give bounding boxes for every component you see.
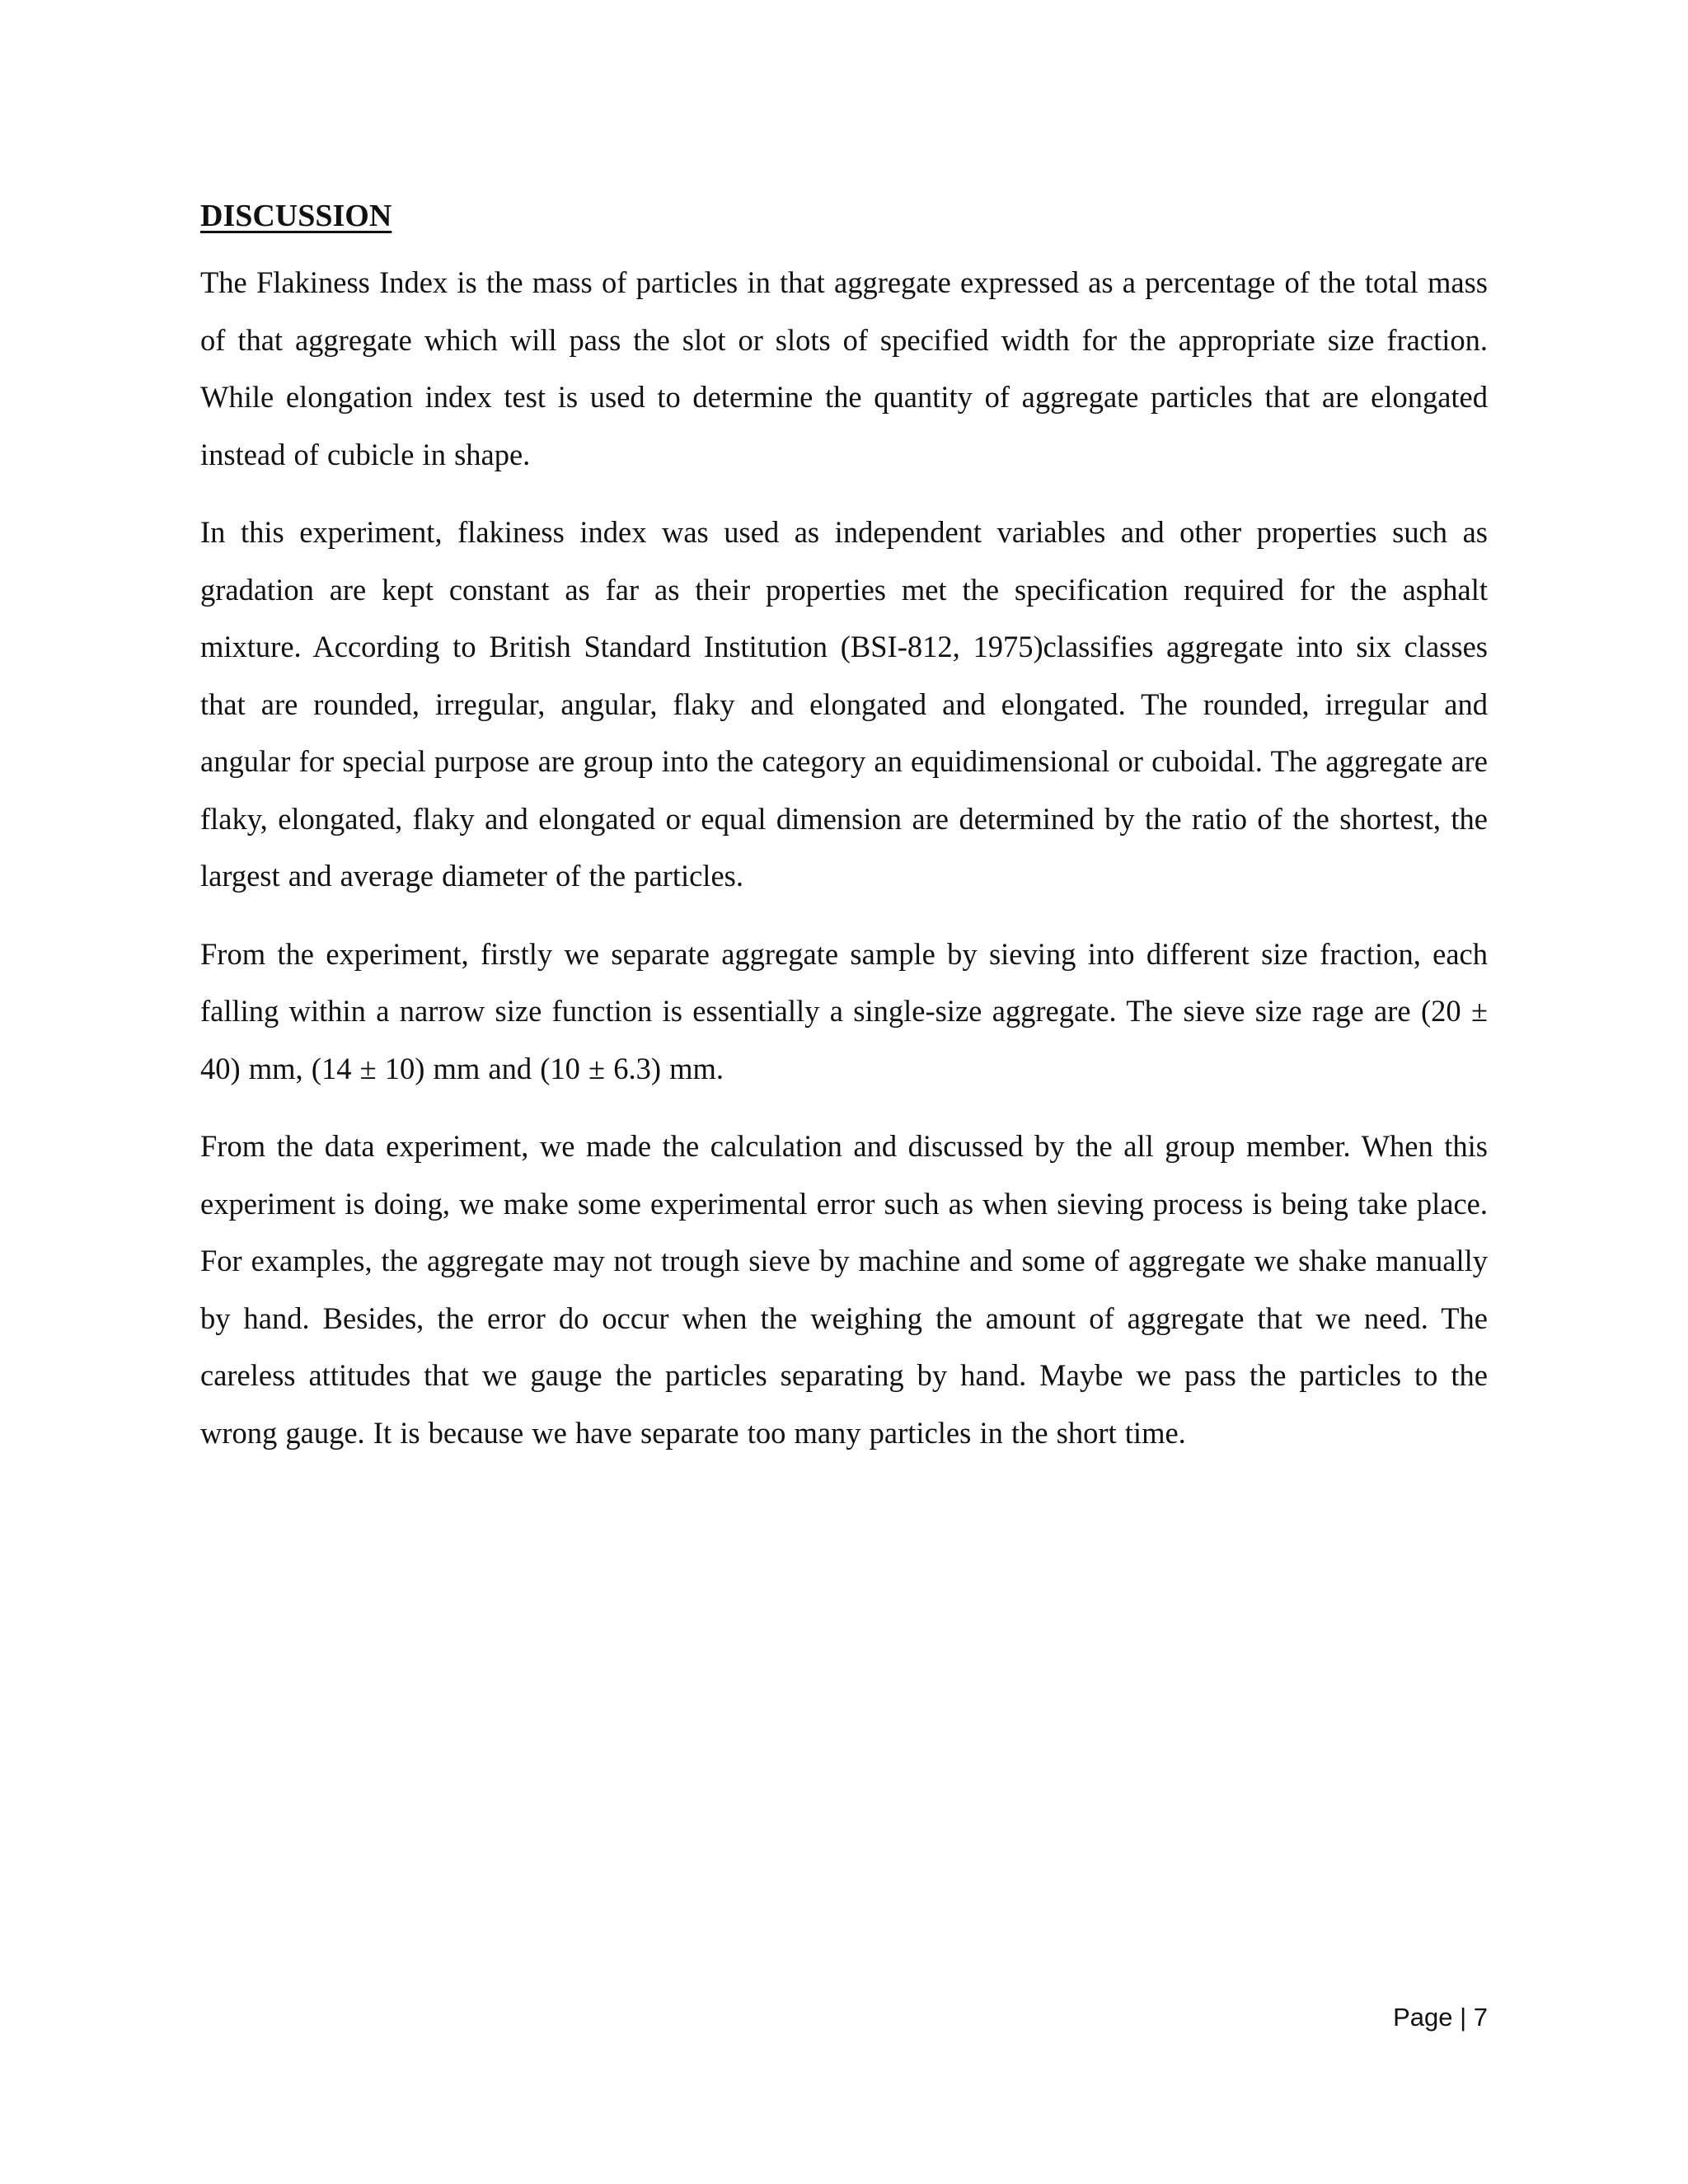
paragraph-errors: From the data experiment, we made the calculation and discussed by the all group member. When this experiment is doing, we make some experimental error such as when sieving process is being take place. For examples, the aggregate may not trough sieve by machine and some of aggregate we shake manually by hand. Besides, the error do occur when the weighing the amount of aggregate that we need. The careless attitudes that we gauge the particles separating by hand. Maybe we pass the particles to the wrong gauge. It is because we have separate too many particles in the short time.: [200, 1129, 1488, 1450]
paragraph-experiment-classification: In this experiment, flakiness index was used as independent variables and other properties such as gradation are kept constant as far as their properties met the specification required for the asphalt mixture. According to British Standard Institution (BSI-812, 1975)classifies aggregate into six classes that are rounded, irregular, angular, flaky and elongated and elongated. The rounded, irregular and angular for special purpose are group into the category an equidimensional or cuboidal. The aggregate are flaky, elongated, flaky and elongated or equal dimension are determined by the ratio of the shortest, the largest and average diameter of the particles.: [200, 515, 1488, 893]
paragraph-sieving: From the experiment, firstly we separate aggregate sample by sieving into different size fraction, each falling within a narrow size function is essentially a single-size aggregate. The sieve size rage are (20 ± 40) mm, (14 ± 10) mm and (10 ± 6.3) mm.: [200, 936, 1488, 1085]
paragraph-flakiness-definition: The Flakiness Index is the mass of particles in that aggregate expressed as a percentage of the total mass of that aggregate which will pass the slot or slots of specified width for the appropriate size fraction. While elongation index test is used to determine the quantity of aggregate particles that are elongated instead of cubicle in shape.: [200, 265, 1488, 471]
section-heading: DISCUSSION: [200, 199, 392, 233]
page-content: [200, 194, 1488, 1482]
page-number: Page | 7: [1393, 2003, 1488, 2032]
